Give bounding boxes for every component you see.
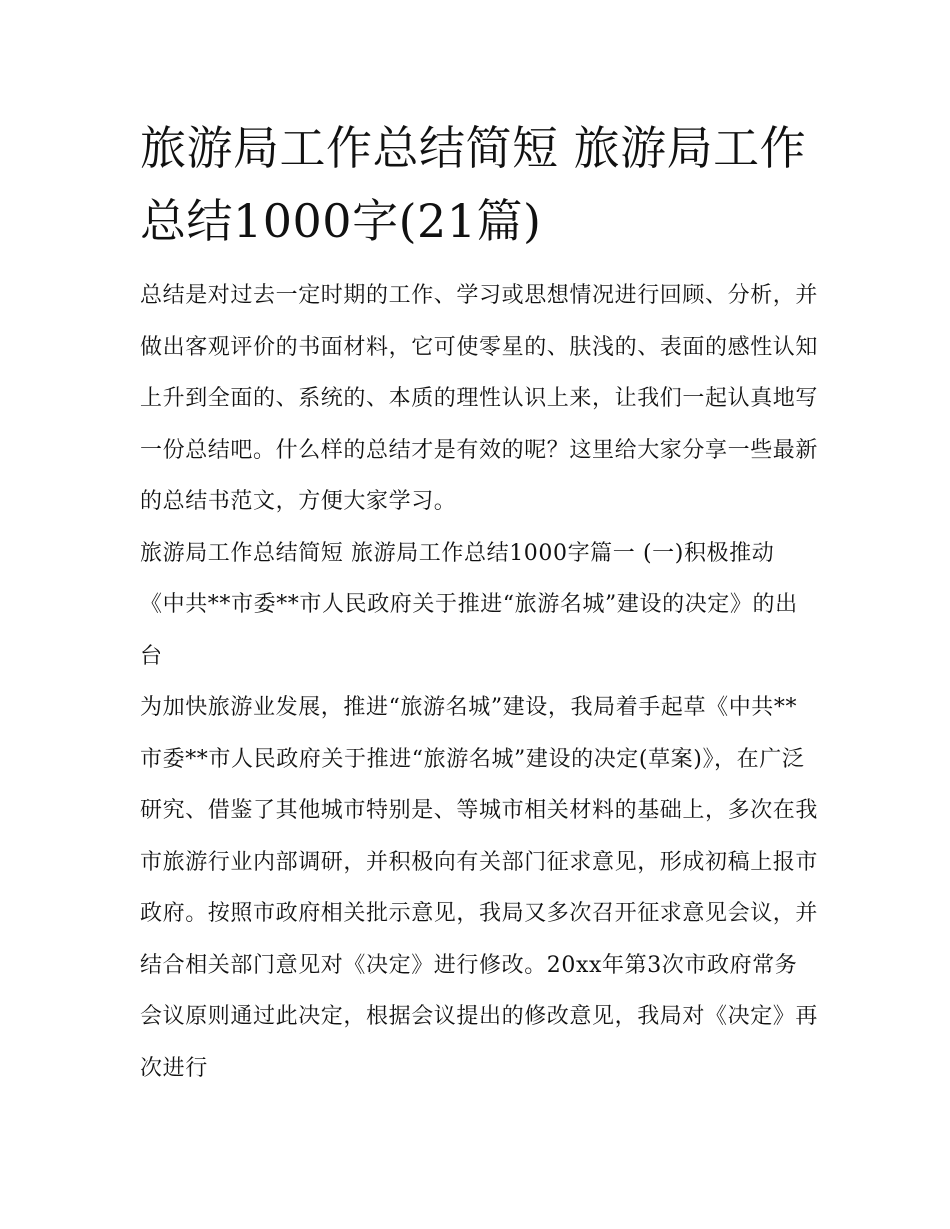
document-content xyxy=(140,112,818,1094)
section-heading-paragraph: 旅游局工作总结简短 旅游局工作总结1000字篇一 (一)积极推动《中共**市委**市人民政府关于推进“旅游名城”建设的决定》的出台 xyxy=(140,540,798,669)
intro-paragraph: 总结是对过去一定时期的工作、学习或思想情况进行回顾、分析，并做出客观评价的书面材料，它可使零星的、肤浅的、表面的感性认知上升到全面的、系统的、本质的理性认识上来，让我们一起认真地写一份总结吧。什么样的总结才是有效的呢？这里给大家分享一些最新的总结书范文，方便大家学习。 xyxy=(140,283,819,514)
document-body xyxy=(140,270,818,1094)
document-title: 旅游局工作总结简短 旅游局工作总结1000字(21篇) xyxy=(140,121,807,248)
body-paragraph: 为加快旅游业发展，推进“旅游名城”建设，我局着手起草《中共**市委**市人民政府关于推进“旅游名城”建设的决定(草案)》，在广泛研究、借鉴了其他城市特别是、等城市相关材料的基础上，多次在我市旅游行业内部调研，并积极向有关部门征求意见，形成初稿上报市政府。按照市政府相关批示意见，我局又多次召开征求意见会议，并结合相关部门意见对《决定》进行修改。20xx年第3次市政府常务会议原则通过此决定，根据会议提出的修改意见，我局对《决定》再次进行 xyxy=(140,695,819,1081)
